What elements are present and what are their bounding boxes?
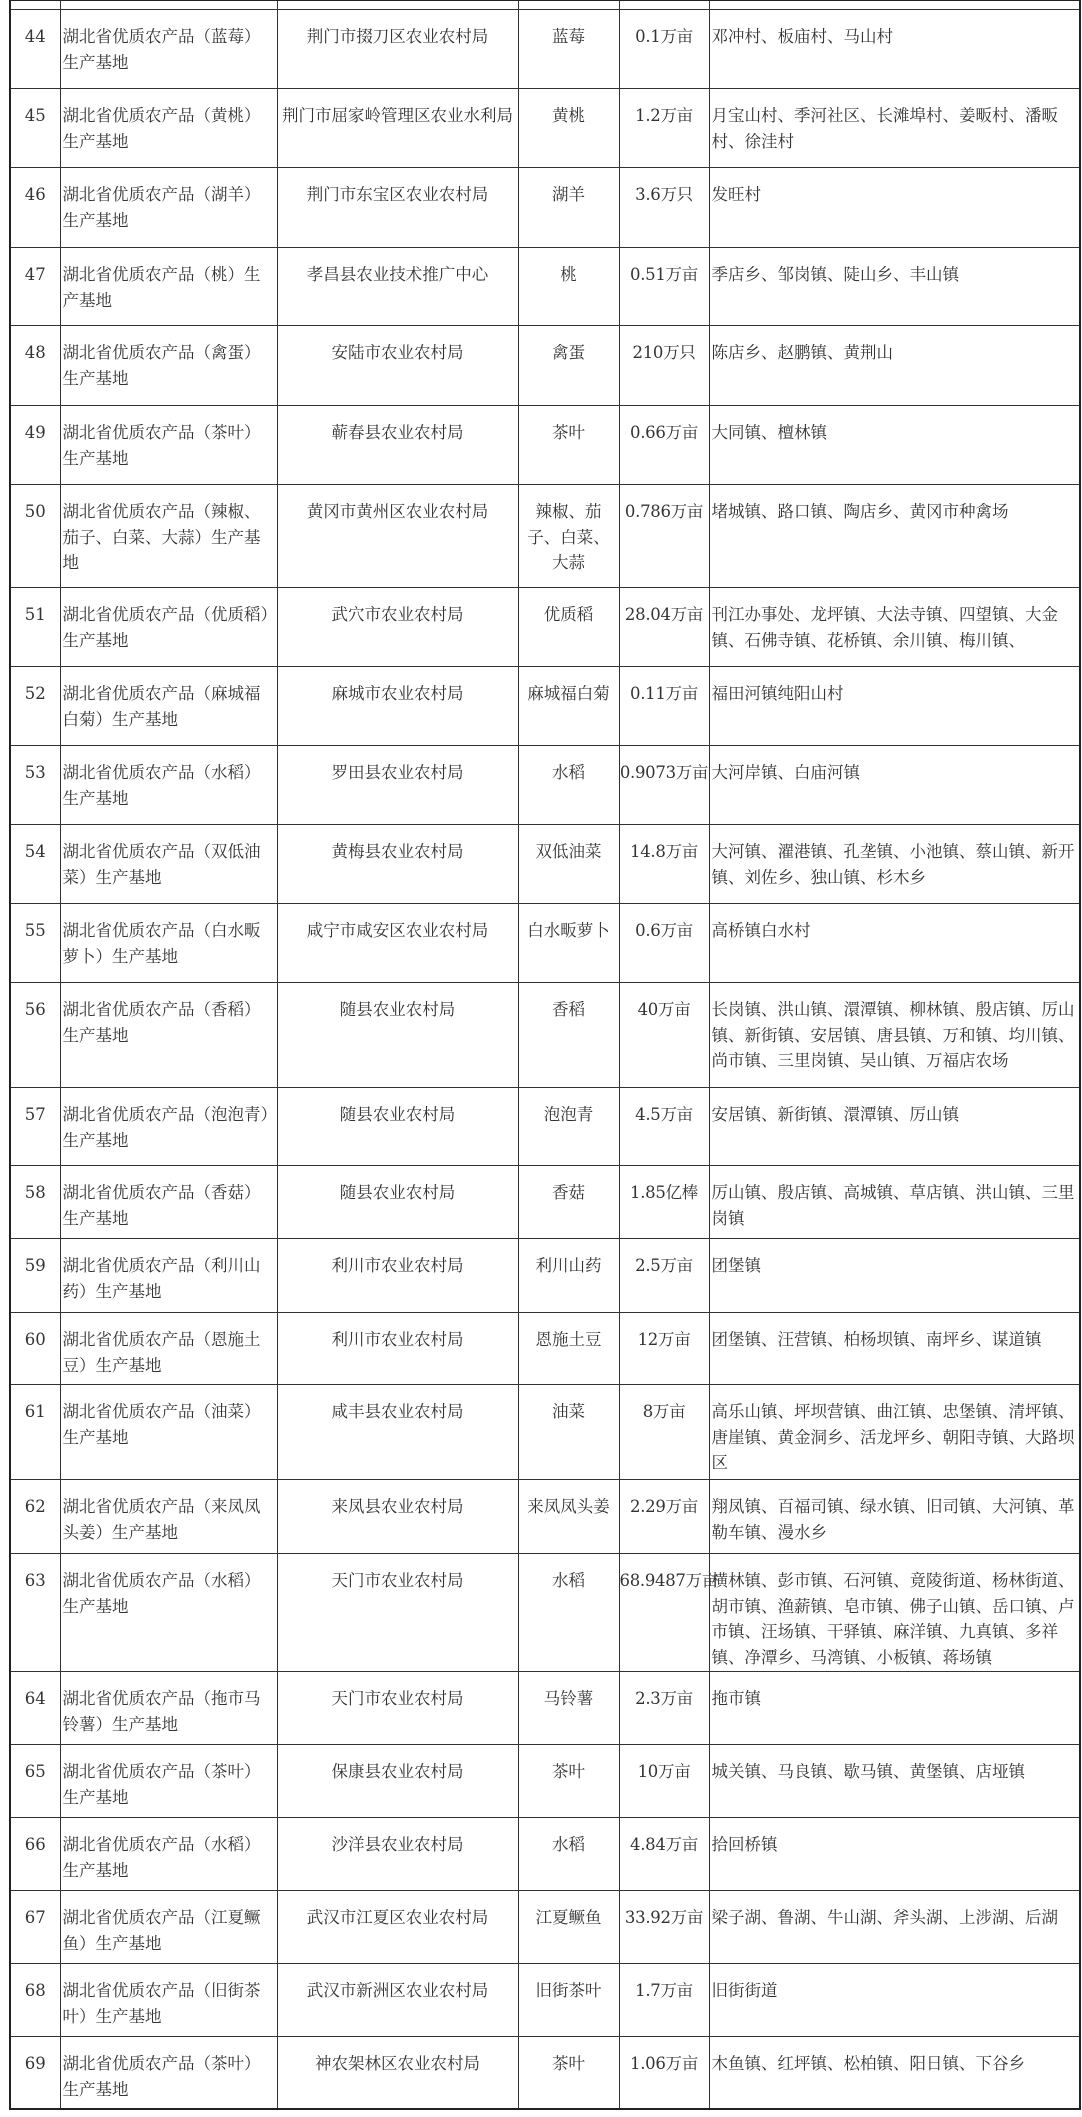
base-name-cell: 湖北省优质农产品（泡泡青）生产基地 [60, 1088, 277, 1166]
base-name-cell: 湖北省优质农产品（蓝莓）生产基地 [60, 10, 277, 89]
scale-cell: 0.6万亩 [619, 904, 709, 983]
applying-organization-cell: 安陆市农业农村局 [277, 326, 518, 406]
scale-cell: 2.3万亩 [619, 1671, 709, 1744]
base-name-cell: 湖北省优质农产品（茶叶）生产基地 [60, 2036, 277, 2109]
applying-organization-cell: 黄冈市黄州区农业农村局 [277, 485, 518, 588]
table-row [10, 1890, 1080, 1963]
table-body [10, 0, 1080, 2109]
base-name-cell: 湖北省优质农产品（恩施土豆）生产基地 [60, 1313, 277, 1385]
base-name-cell: 湖北省优质农产品（来凤凤头姜）生产基地 [60, 1480, 277, 1554]
base-name-cell: 湖北省优质农产品（湖羊）生产基地 [60, 168, 277, 248]
base-name-cell: 湖北省优质农产品（香稻）生产基地 [60, 983, 277, 1088]
applying-organization-cell: 麻城市农业农村局 [277, 667, 518, 746]
applying-organization-cell: 罗田县农业农村局 [277, 746, 518, 825]
production-base-table [9, 0, 1081, 2110]
product-cell: 水稻 [518, 1817, 619, 1890]
row-number-cell: 60 [10, 1313, 60, 1385]
scale-cell: 68.9487万亩 [619, 1554, 709, 1672]
applying-organization-cell: 神农架林区农业农村局 [277, 2036, 518, 2109]
locations-cell: 拾回桥镇 [709, 1817, 1080, 1890]
scale-cell: 1.06万亩 [619, 2036, 709, 2109]
scale-cell: 0.786万亩 [619, 485, 709, 588]
table-row [10, 825, 1080, 904]
product-cell: 茶叶 [518, 406, 619, 485]
scale-cell: 10万亩 [619, 1744, 709, 1817]
product-cell: 禽蛋 [518, 326, 619, 406]
scale-cell: 2.5万亩 [619, 1239, 709, 1313]
product-cell: 桃 [518, 248, 619, 326]
row-number-cell: 51 [10, 588, 60, 667]
base-name-cell: 湖北省优质农产品（辣椒、茄子、白菜、大蒜）生产基地 [60, 485, 277, 588]
row-number-cell: 47 [10, 248, 60, 326]
applying-organization-cell: 咸宁市咸安区农业农村局 [277, 904, 518, 983]
base-name-cell: 湖北省优质农产品（茶叶）生产基地 [60, 1744, 277, 1817]
cell [277, 0, 518, 10]
product-cell: 白水畈萝卜 [518, 904, 619, 983]
base-name-cell: 湖北省优质农产品（禽蛋）生产基地 [60, 326, 277, 406]
product-cell: 马铃薯 [518, 1671, 619, 1744]
scale-cell: 14.8万亩 [619, 825, 709, 904]
base-name-cell: 湖北省优质农产品（江夏鳜鱼）生产基地 [60, 1890, 277, 1963]
scale-cell: 4.5万亩 [619, 1088, 709, 1166]
locations-cell: 邓冲村、板庙村、马山村 [709, 10, 1080, 89]
product-cell: 水稻 [518, 1554, 619, 1672]
base-name-cell: 湖北省优质农产品（利川山药）生产基地 [60, 1239, 277, 1313]
applying-organization-cell: 蕲春县农业农村局 [277, 406, 518, 485]
table-row [10, 1239, 1080, 1313]
locations-cell: 大河镇、濯港镇、孔垄镇、小池镇、蔡山镇、新开镇、刘佐乡、独山镇、杉木乡 [709, 825, 1080, 904]
base-name-cell: 湖北省优质农产品（香菇）生产基地 [60, 1166, 277, 1239]
product-cell: 水稻 [518, 746, 619, 825]
row-number-cell: 67 [10, 1890, 60, 1963]
row-number-cell: 56 [10, 983, 60, 1088]
applying-organization-cell: 随县农业农村局 [277, 1088, 518, 1166]
row-number-cell: 59 [10, 1239, 60, 1313]
locations-cell: 拖市镇 [709, 1671, 1080, 1744]
cell [518, 0, 619, 10]
locations-cell: 大同镇、檀林镇 [709, 406, 1080, 485]
cell [619, 0, 709, 10]
product-cell: 麻城福白菊 [518, 667, 619, 746]
table-row [10, 746, 1080, 825]
applying-organization-cell: 咸丰县农业农村局 [277, 1385, 518, 1480]
base-name-cell: 湖北省优质农产品（双低油菜）生产基地 [60, 825, 277, 904]
row-number-cell: 62 [10, 1480, 60, 1554]
table-row [10, 1963, 1080, 2036]
locations-cell: 城关镇、马良镇、歇马镇、黄堡镇、店垭镇 [709, 1744, 1080, 1817]
locations-cell: 长岗镇、洪山镇、澴潭镇、柳林镇、殷店镇、厉山镇、新街镇、安居镇、唐县镇、万和镇、均川镇、尚市镇、三里岗镇、吴山镇、万福店农场 [709, 983, 1080, 1088]
locations-cell: 发旺村 [709, 168, 1080, 248]
locations-cell: 刊江办事处、龙坪镇、大法寺镇、四望镇、大金镇、石佛寺镇、花桥镇、余川镇、梅川镇、 [709, 588, 1080, 667]
table-row [10, 1480, 1080, 1554]
row-number-cell: 54 [10, 825, 60, 904]
base-name-cell: 湖北省优质农产品（拖市马铃薯）生产基地 [60, 1671, 277, 1744]
product-cell: 茶叶 [518, 2036, 619, 2109]
table-row [10, 904, 1080, 983]
applying-organization-cell: 天门市农业农村局 [277, 1671, 518, 1744]
product-cell: 蓝莓 [518, 10, 619, 89]
scale-cell: 0.11万亩 [619, 667, 709, 746]
row-number-cell: 46 [10, 168, 60, 248]
product-cell: 香稻 [518, 983, 619, 1088]
base-name-cell: 湖北省优质农产品（麻城福白菊）生产基地 [60, 667, 277, 746]
row-number-cell: 55 [10, 904, 60, 983]
applying-organization-cell: 荆门市掇刀区农业农村局 [277, 10, 518, 89]
row-number-cell: 66 [10, 1817, 60, 1890]
table-row [10, 1088, 1080, 1166]
applying-organization-cell: 沙洋县农业农村局 [277, 1817, 518, 1890]
product-cell: 香菇 [518, 1166, 619, 1239]
locations-cell: 横林镇、彭市镇、石河镇、竟陵街道、杨林街道、胡市镇、渔薪镇、皂市镇、佛子山镇、岳口镇、卢市镇、汪场镇、干驿镇、麻洋镇、九真镇、多祥镇、净潭乡、马湾镇、小板镇、蒋场镇 [709, 1554, 1080, 1672]
row-number-cell: 69 [10, 2036, 60, 2109]
locations-cell: 月宝山村、季河社区、长滩埠村、姜畈村、潘畈村、徐洼村 [709, 89, 1080, 168]
product-cell: 泡泡青 [518, 1088, 619, 1166]
applying-organization-cell: 天门市农业农村局 [277, 1554, 518, 1672]
applying-organization-cell: 利川市农业农村局 [277, 1239, 518, 1313]
previous-row-stub [10, 0, 1080, 10]
scale-cell: 1.7万亩 [619, 1963, 709, 2036]
scale-cell: 3.6万只 [619, 168, 709, 248]
table-row [10, 1554, 1080, 1672]
applying-organization-cell: 武汉市江夏区农业农村局 [277, 1890, 518, 1963]
table-row [10, 1817, 1080, 1890]
row-number-cell: 50 [10, 485, 60, 588]
table-row [10, 248, 1080, 326]
scale-cell: 2.29万亩 [619, 1480, 709, 1554]
base-name-cell: 湖北省优质农产品（水稻）生产基地 [60, 1554, 277, 1672]
table-row [10, 10, 1080, 89]
base-name-cell: 湖北省优质农产品（水稻）生产基地 [60, 746, 277, 825]
locations-cell: 团堡镇 [709, 1239, 1080, 1313]
row-number-cell: 52 [10, 667, 60, 746]
scale-cell: 33.92万亩 [619, 1890, 709, 1963]
scale-cell: 0.51万亩 [619, 248, 709, 326]
row-number-cell: 58 [10, 1166, 60, 1239]
scale-cell: 0.9073万亩 [619, 746, 709, 825]
table-row [10, 1385, 1080, 1480]
base-name-cell: 湖北省优质农产品（桃）生产基地 [60, 248, 277, 326]
table-row [10, 326, 1080, 406]
locations-cell: 大河岸镇、白庙河镇 [709, 746, 1080, 825]
locations-cell: 翔凤镇、百福司镇、绿水镇、旧司镇、大河镇、革勒车镇、漫水乡 [709, 1480, 1080, 1554]
table-row [10, 89, 1080, 168]
cell [60, 0, 277, 10]
product-cell: 利川山药 [518, 1239, 619, 1313]
cell [709, 0, 1080, 10]
table-row [10, 1166, 1080, 1239]
applying-organization-cell: 利川市农业农村局 [277, 1313, 518, 1385]
scale-cell: 4.84万亩 [619, 1817, 709, 1890]
product-cell: 来凤凤头姜 [518, 1480, 619, 1554]
scale-cell: 1.2万亩 [619, 89, 709, 168]
product-cell: 双低油菜 [518, 825, 619, 904]
table-row [10, 406, 1080, 485]
base-name-cell: 湖北省优质农产品（油菜）生产基地 [60, 1385, 277, 1480]
row-number-cell: 44 [10, 10, 60, 89]
row-number-cell: 53 [10, 746, 60, 825]
cell [10, 0, 60, 10]
locations-cell: 厉山镇、殷店镇、高城镇、草店镇、洪山镇、三里岗镇 [709, 1166, 1080, 1239]
row-number-cell: 57 [10, 1088, 60, 1166]
base-name-cell: 湖北省优质农产品（白水畈萝卜）生产基地 [60, 904, 277, 983]
product-cell: 茶叶 [518, 1744, 619, 1817]
row-number-cell: 64 [10, 1671, 60, 1744]
row-number-cell: 45 [10, 89, 60, 168]
locations-cell: 安居镇、新街镇、澴潭镇、厉山镇 [709, 1088, 1080, 1166]
table-row [10, 983, 1080, 1088]
locations-cell: 旧街街道 [709, 1963, 1080, 2036]
scale-cell: 1.85亿棒 [619, 1166, 709, 1239]
applying-organization-cell: 随县农业农村局 [277, 1166, 518, 1239]
applying-organization-cell: 随县农业农村局 [277, 983, 518, 1088]
applying-organization-cell: 来凤县农业农村局 [277, 1480, 518, 1554]
locations-cell: 高乐山镇、坪坝营镇、曲江镇、忠堡镇、清坪镇、唐崖镇、黄金洞乡、活龙坪乡、朝阳寺镇、大路坝区 [709, 1385, 1080, 1480]
applying-organization-cell: 荆门市屈家岭管理区农业水利局 [277, 89, 518, 168]
base-name-cell: 湖北省优质农产品（黄桃）生产基地 [60, 89, 277, 168]
row-number-cell: 48 [10, 326, 60, 406]
base-name-cell: 湖北省优质农产品（茶叶）生产基地 [60, 406, 277, 485]
row-number-cell: 49 [10, 406, 60, 485]
product-cell: 优质稻 [518, 588, 619, 667]
row-number-cell: 63 [10, 1554, 60, 1672]
base-name-cell: 湖北省优质农产品（旧街茶叶）生产基地 [60, 1963, 277, 2036]
row-number-cell: 68 [10, 1963, 60, 2036]
table-row [10, 588, 1080, 667]
table-row [10, 2036, 1080, 2109]
table-row [10, 1313, 1080, 1385]
scale-cell: 12万亩 [619, 1313, 709, 1385]
applying-organization-cell: 武穴市农业农村局 [277, 588, 518, 667]
table-row [10, 485, 1080, 588]
locations-cell: 团堡镇、汪营镇、柏杨坝镇、南坪乡、谋道镇 [709, 1313, 1080, 1385]
table-row [10, 1671, 1080, 1744]
product-cell: 江夏鳜鱼 [518, 1890, 619, 1963]
locations-cell: 福田河镇纯阳山村 [709, 667, 1080, 746]
table-row [10, 1744, 1080, 1817]
row-number-cell: 65 [10, 1744, 60, 1817]
scale-cell: 40万亩 [619, 983, 709, 1088]
applying-organization-cell: 保康县农业农村局 [277, 1744, 518, 1817]
row-number-cell: 61 [10, 1385, 60, 1480]
table-row [10, 667, 1080, 746]
applying-organization-cell: 武汉市新洲区农业农村局 [277, 1963, 518, 2036]
base-name-cell: 湖北省优质农产品（优质稻）生产基地 [60, 588, 277, 667]
product-cell: 旧街茶叶 [518, 1963, 619, 2036]
product-cell: 油菜 [518, 1385, 619, 1480]
table-row [10, 168, 1080, 248]
locations-cell: 木鱼镇、红坪镇、松柏镇、阳日镇、下谷乡 [709, 2036, 1080, 2109]
locations-cell: 季店乡、邹岗镇、陡山乡、丰山镇 [709, 248, 1080, 326]
locations-cell: 陈店乡、赵鹏镇、黄荆山 [709, 326, 1080, 406]
scale-cell: 210万只 [619, 326, 709, 406]
scale-cell: 8万亩 [619, 1385, 709, 1480]
product-cell: 恩施土豆 [518, 1313, 619, 1385]
scale-cell: 0.66万亩 [619, 406, 709, 485]
locations-cell: 高桥镇白水村 [709, 904, 1080, 983]
locations-cell: 梁子湖、鲁湖、牛山湖、斧头湖、上涉湖、后湖 [709, 1890, 1080, 1963]
scale-cell: 0.1万亩 [619, 10, 709, 89]
base-name-cell: 湖北省优质农产品（水稻）生产基地 [60, 1817, 277, 1890]
applying-organization-cell: 黄梅县农业农村局 [277, 825, 518, 904]
scale-cell: 28.04万亩 [619, 588, 709, 667]
product-cell: 辣椒、茄子、白菜、大蒜 [518, 485, 619, 588]
product-cell: 黄桃 [518, 89, 619, 168]
locations-cell: 堵城镇、路口镇、陶店乡、黄冈市种禽场 [709, 485, 1080, 588]
applying-organization-cell: 荆门市东宝区农业农村局 [277, 168, 518, 248]
applying-organization-cell: 孝昌县农业技术推广中心 [277, 248, 518, 326]
product-cell: 湖羊 [518, 168, 619, 248]
